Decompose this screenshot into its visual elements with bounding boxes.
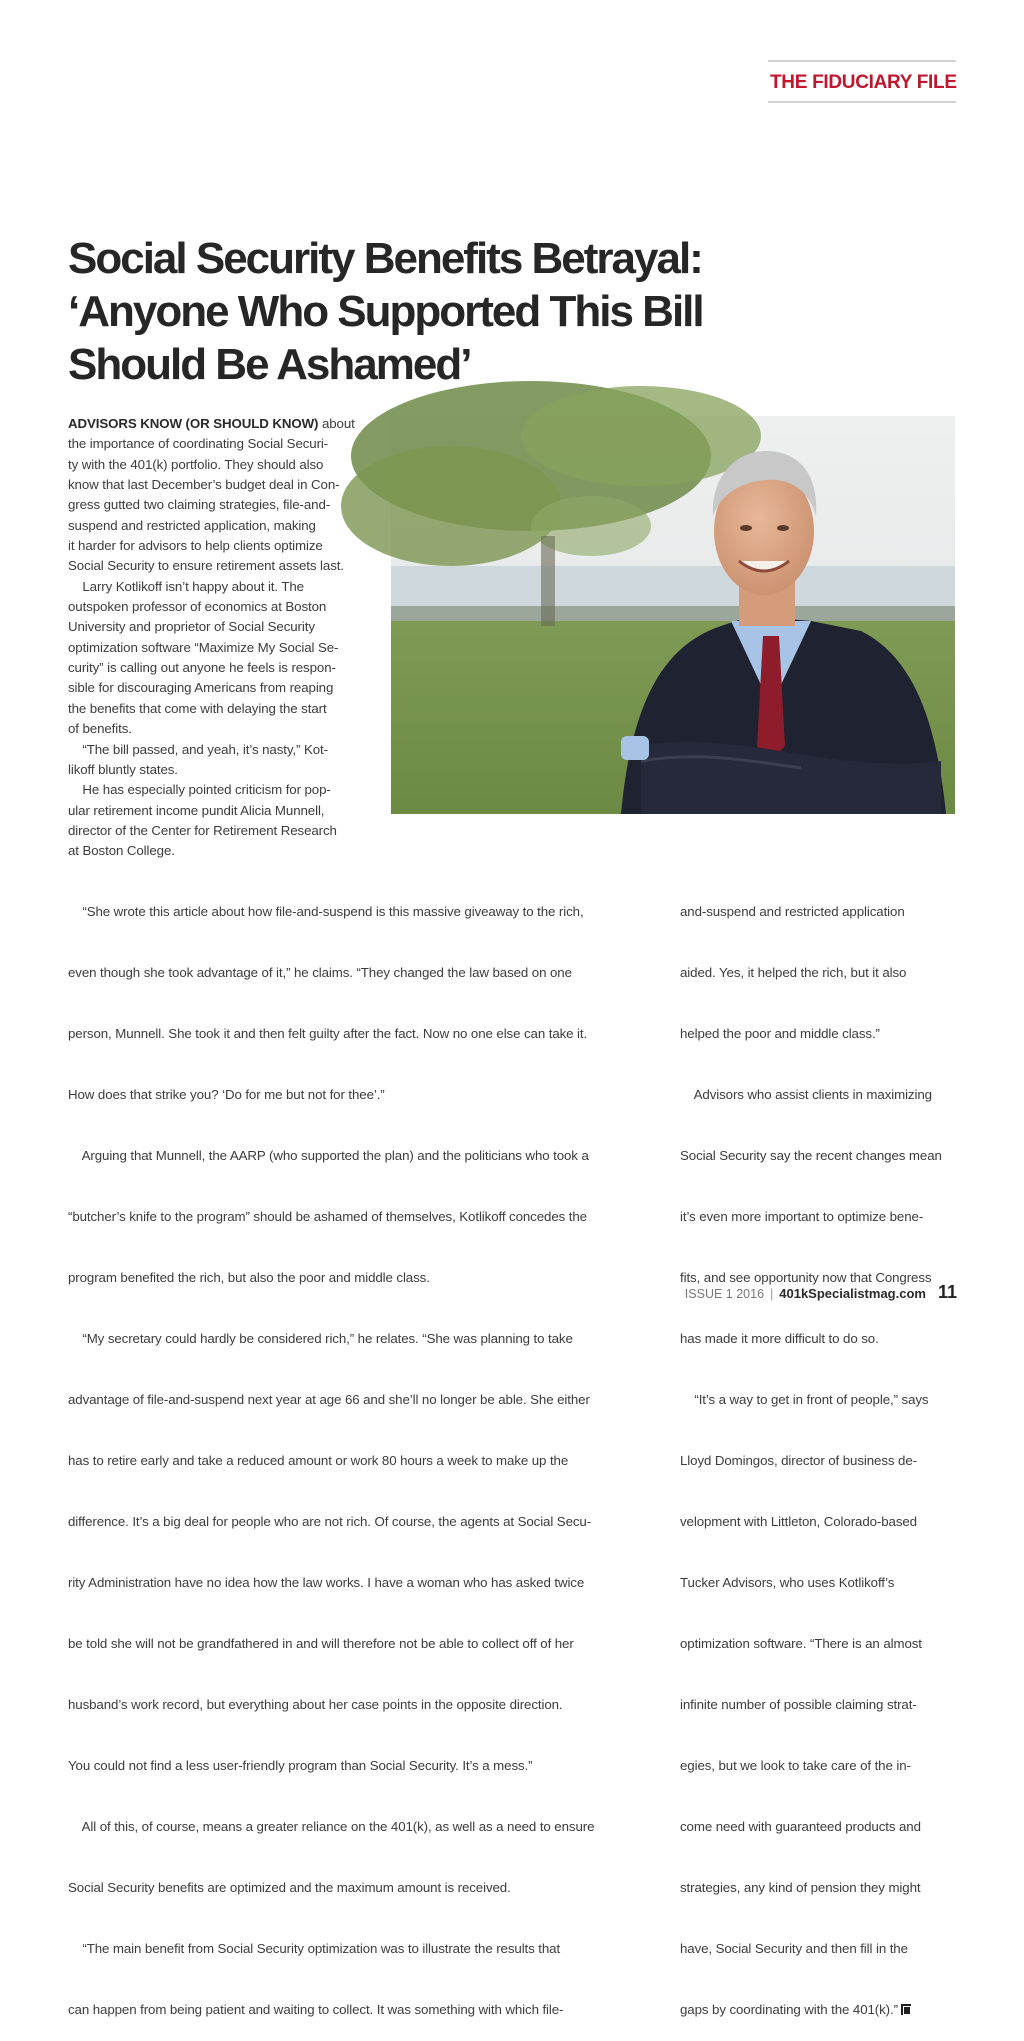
- text-line: know that last December’s budget deal in Con-: [68, 477, 340, 493]
- article-column-left: [68, 414, 380, 862]
- text-line: advantage of file-and-suspend next year at age 66 and she’ll no longer be able. She either: [68, 1391, 590, 1407]
- text-line: gress gutted two claiming strategies, file-and-: [68, 497, 331, 513]
- text-line: optimization software. “There is an almost: [680, 1636, 922, 1652]
- text-line: Social Security benefits are optimized and the maximum amount is received.: [68, 1880, 511, 1896]
- text-line: Advisors who assist clients in maximizing: [680, 1086, 932, 1102]
- footer-separator: |: [770, 1287, 774, 1301]
- text-line: director of the Center for Retirement Research: [68, 822, 337, 838]
- text-line: Social Security to ensure retirement assets last.: [68, 558, 344, 574]
- text-line: University and proprietor of Social Security: [68, 619, 315, 635]
- text-line: the importance of coordinating Social Securi-: [68, 436, 329, 452]
- text-line: Larry Kotlikoff isn’t happy about it. The: [68, 578, 304, 594]
- text-line: likoff bluntly states.: [68, 761, 178, 777]
- page-number: 11: [937, 1282, 957, 1302]
- end-of-article-icon: [901, 2004, 911, 2015]
- text-line: Tucker Advisors, who uses Kotlikoff’s: [680, 1575, 895, 1591]
- site-link[interactable]: 401kSpecialistmag.com: [779, 1286, 926, 1301]
- text-line: aided. Yes, it helped the rich, but it also: [680, 964, 907, 980]
- text-line: difference. It’s a big deal for people who are not rich. Of course, the agents at Social Secu-: [68, 1514, 592, 1529]
- headline-line-2: ‘Anyone Who Supported This Bill: [68, 287, 703, 336]
- text-line: “She wrote this article about how file-and-suspend is this massive giveaway to the rich,: [68, 903, 584, 919]
- text-line: “butcher’s knife to the program” should be ashamed of themselves, Kotlikoff concedes the: [68, 1208, 587, 1224]
- text-line: Arguing that Munnell, the AARP (who supported the plan) and the politicians who took a: [68, 1147, 589, 1163]
- text-line: it harder for advisors to help clients optimize: [68, 538, 323, 554]
- text-line: rity Administration have no idea how the law works. I have a woman who has asked twice: [68, 1575, 585, 1591]
- text-line: of benefits.: [68, 721, 132, 737]
- text-line: optimization software “Maximize My Social Se-: [68, 639, 339, 655]
- text-line: has to retire early and take a reduced amount or work 80 hours a week to make up the: [68, 1452, 569, 1468]
- text-line: about: [318, 416, 355, 431]
- text-line: person, Munnell. She took it and then felt guilty after the fact. Now no one else can take it.: [68, 1025, 588, 1041]
- text-line: helped the poor and middle class.”: [680, 1025, 880, 1041]
- article-last-line: [680, 2000, 960, 2020]
- portrait-photo: [391, 416, 955, 814]
- headline-line-3: Should Be Ashamed’: [68, 340, 471, 389]
- article-column-middle: [68, 861, 658, 2041]
- text-line: even though she took advantage of it,” he claims. “They changed the law based on one: [68, 964, 572, 980]
- section-tag-label: THE FIDUCIARY FILE: [770, 72, 957, 93]
- portrait-photo-icon: [391, 416, 955, 814]
- text-line: All of this, of course, means a greater reliance on the 401(k), as well as a need to ensure: [68, 1819, 595, 1835]
- text-line: can happen from being patient and waiting to collect. It was something with which file-: [68, 2002, 564, 2018]
- text-line: He has especially pointed criticism for pop-: [68, 782, 331, 798]
- text-line: outspoken professor of economics at Boston: [68, 599, 327, 615]
- text-line: have, Social Security and then fill in the: [680, 1941, 908, 1957]
- text-line: Social Security say the recent changes mean: [680, 1147, 942, 1163]
- text-line: suspend and restricted application, making: [68, 517, 316, 533]
- text-line: gaps by coordinating with the 401(k).”: [680, 2002, 898, 2018]
- text-line: at Boston College.: [68, 843, 175, 859]
- issue-label: ISSUE 1 2016: [684, 1287, 765, 1301]
- text-line: “It’s a way to get in front of people,” says: [680, 1391, 929, 1407]
- headline-line-1: Social Security Benefits Betrayal:: [68, 234, 702, 283]
- text-line: infinite number of possible claiming strat-: [680, 1697, 917, 1713]
- section-tag: [768, 60, 956, 103]
- article-column-right: [680, 861, 960, 2041]
- text-line: egies, but we look to take care of the in-: [680, 1758, 911, 1774]
- text-line: program benefited the rich, but also the poor and middle class.: [68, 1269, 430, 1285]
- article-headline: [68, 232, 828, 391]
- text-line: strategies, any kind of pension they might: [680, 1880, 921, 1896]
- text-line: the benefits that come with delaying the start: [68, 700, 327, 716]
- page-footer: [685, 1282, 957, 1303]
- text-line: “The main benefit from Social Security optimization was to illustrate the results that: [68, 1941, 561, 1957]
- text-line: be told she will not be grandfathered in and will therefore not be able to collect off of her: [68, 1636, 574, 1652]
- article-lead-line: [68, 414, 380, 434]
- text-line: “My secretary could hardly be considered rich,” he relates. “She was planning to take: [68, 1330, 573, 1346]
- text-line: sible for discouraging Americans from reaping: [68, 680, 334, 696]
- text-line: You could not find a less user-friendly program than Social Security. It’s a mess.”: [68, 1758, 533, 1774]
- text-line: ty with the 401(k) portfolio. They should also: [68, 456, 324, 472]
- text-line: curity” is calling out anyone he feels is respon-: [68, 660, 336, 676]
- text-line: “The bill passed, and yeah, it’s nasty,” Kot-: [68, 741, 328, 757]
- text-line: velopment with Littleton, Colorado-based: [680, 1514, 917, 1529]
- text-line: ular retirement income pundit Alicia Munnell,: [68, 802, 325, 818]
- text-line: and-suspend and restricted application: [680, 903, 905, 919]
- text-line: fits, and see opportunity now that Congress: [680, 1269, 932, 1285]
- text-line: come need with guaranteed products and: [680, 1819, 921, 1835]
- text-line: husband’s work record, but everything about her case points in the opposite direction.: [68, 1697, 563, 1713]
- text-line: has made it more difficult to do so.: [680, 1330, 879, 1346]
- text-line: Lloyd Domingos, director of business de-: [680, 1452, 917, 1468]
- text-line: it’s even more important to optimize bene-: [680, 1208, 924, 1224]
- section-tag-bottom-rule: [768, 101, 956, 103]
- text-line: How does that strike you? ‘Do for me but not for thee’.”: [68, 1086, 385, 1102]
- article-lead-in: ADVISORS KNOW (OR SHOULD KNOW): [68, 416, 319, 431]
